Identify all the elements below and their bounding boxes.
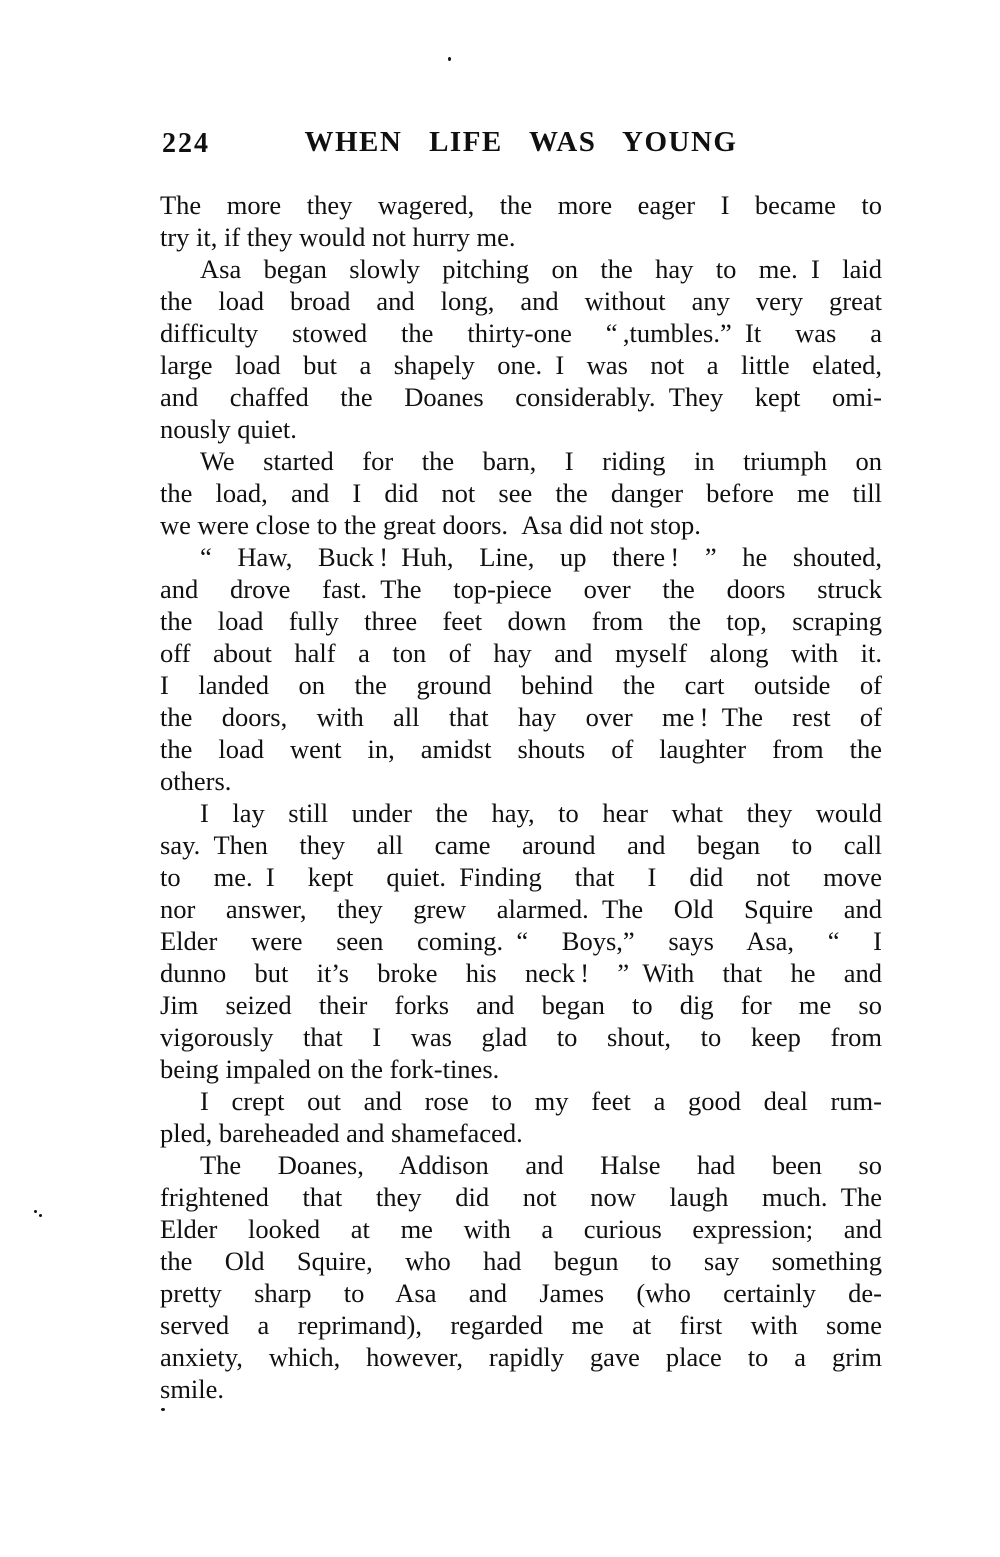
text-line: anxiety, which, however, rapidly gave place to a grim: [160, 1342, 882, 1372]
text-line: we were close to the great doors. Asa did not stop.: [160, 510, 701, 540]
paragraph: [160, 445, 882, 541]
text-line: Elder looked at me with a curious expression; and: [160, 1214, 882, 1244]
text-line: nously quiet.: [160, 414, 297, 444]
text-line: large load but a shapely one. I was not a little elated,: [160, 350, 882, 380]
text-line: We started for the barn, I riding in triumph on: [200, 446, 882, 476]
scan-speck: [448, 57, 451, 61]
text-line: say. Then they all came around and began to call: [160, 830, 882, 860]
text-line: smile.: [160, 1374, 225, 1404]
text-line: the Old Squire, who had begun to say something: [160, 1246, 882, 1276]
paragraph: [160, 1085, 882, 1149]
text-line: pled, bareheaded and shamefaced.: [160, 1118, 523, 1148]
text-line: dunno but it’s broke his neck ! ” With that he and: [160, 958, 882, 988]
text-line: nor answer, they grew alarmed. The Old Squire and: [160, 894, 882, 924]
text-line: frightened that they did not now laugh much. The: [160, 1182, 882, 1212]
text-line: The more they wagered, the more eager I became to: [160, 190, 882, 220]
page-body: [160, 189, 882, 1405]
text-line: the load fully three feet down from the top, scraping: [160, 606, 882, 636]
text-line: off about half a ton of hay and myself along with it.: [160, 638, 882, 668]
text-line: pretty sharp to Asa and James (who certainly de-: [160, 1278, 882, 1308]
text-line: I lay still under the hay, to hear what they would: [200, 798, 882, 828]
text-line: and drove fast. The top-piece over the doors struck: [160, 574, 882, 604]
paragraph: [160, 253, 882, 445]
text-line: The Doanes, Addison and Halse had been so: [200, 1150, 882, 1180]
text-line: “ Haw, Buck ! Huh, Line, up there ! ” he shouted,: [200, 542, 882, 572]
running-title: WHEN LIFE WAS YOUNG: [304, 126, 738, 158]
text-line: I landed on the ground behind the cart outside of: [160, 670, 882, 700]
paragraph: [160, 797, 882, 1085]
text-line: I crept out and rose to my feet a good deal rum-: [200, 1086, 882, 1116]
scan-speck: [161, 1408, 165, 1411]
text-line: served a reprimand), regarded me at first with some: [160, 1310, 882, 1340]
text-line: the load broad and long, and without any very great: [160, 286, 882, 316]
text-line: vigorously that I was glad to shout, to keep from: [160, 1022, 882, 1052]
scan-speck: [39, 1214, 42, 1217]
paragraph: [160, 541, 882, 797]
page-header: [160, 126, 882, 162]
paragraph: [160, 1149, 882, 1405]
text-line: being impaled on the fork-tines.: [160, 1054, 500, 1084]
text-line: to me. I kept quiet. Finding that I did not move: [160, 862, 882, 892]
page-number: 224: [162, 128, 210, 159]
text-line: Asa began slowly pitching on the hay to me. I laid: [200, 254, 882, 284]
text-line: Jim seized their forks and began to dig for me so: [160, 990, 882, 1020]
scan-speck: [34, 1210, 37, 1213]
text-line: the load went in, amidst shouts of laughter from the: [160, 734, 882, 764]
text-line: difficulty stowed the thirty-one “ ,tumbles.” It was a: [160, 318, 882, 348]
text-line: and chaffed the Doanes considerably. They kept omi-: [160, 382, 882, 412]
text-line: try it, if they would not hurry me.: [160, 222, 516, 252]
text-line: Elder were seen coming. “ Boys,” says Asa, “ I: [160, 926, 882, 956]
text-line: the load, and I did not see the danger before me till: [160, 478, 882, 508]
paragraph: [160, 189, 882, 253]
text-line: the doors, with all that hay over me ! The rest of: [160, 702, 882, 732]
text-line: others.: [160, 766, 232, 796]
